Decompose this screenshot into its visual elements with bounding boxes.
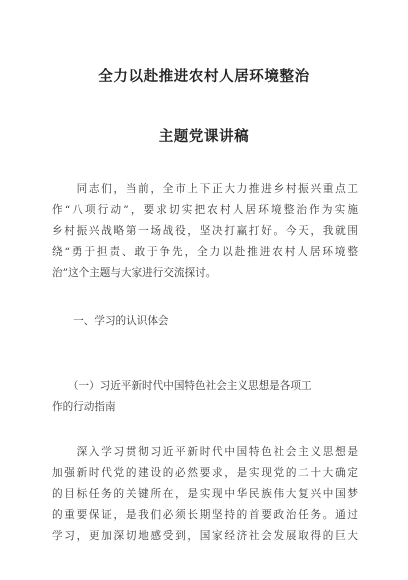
paragraph-line: 的目标任务的关键所在，是实现中华民族伟大复兴中国梦	[52, 488, 358, 500]
subsection-heading-line: （一）习近平新时代中国特色社会主义思想是各项工	[52, 380, 312, 392]
subsection-heading-line: 作的行动指南	[52, 401, 116, 413]
document-subtitle: 主题党课讲稿	[158, 128, 250, 145]
paragraph-line: 深入学习贯彻习近平新时代中国特色社会主义思想是	[52, 446, 358, 458]
intro-paragraph	[52, 179, 358, 284]
paragraph-line: 绕“勇于担责、敢于争先，全力以赴推进农村人居环境整	[52, 246, 358, 258]
section-heading	[52, 311, 358, 332]
paragraph-line: 作“八项行动”，要求切实把农村人居环境整治作为实施	[52, 204, 358, 216]
paragraph-line: 加强新时代党的建设的必然要求，是实现党的二十大确定	[52, 467, 358, 479]
paragraph-line: 的重要保证，是我们必须长期坚持的首要政治任务。通过	[52, 509, 358, 521]
section-heading-text: 一、学习的认识体会	[52, 315, 169, 327]
paragraph-line: 治”这个主题与大家进行交流探讨。	[52, 267, 217, 279]
paragraph-line: 学习，更加深切地感受到，国家经济社会发展取得的巨大	[52, 530, 358, 542]
document-title: 全力以赴推进农村人居环境整治	[98, 68, 310, 85]
subsection-heading	[52, 376, 358, 418]
paragraph-line: 乡村振兴战略第一场战役，坚决打赢打好。今天，我就围	[52, 225, 358, 237]
paragraph-line: 同志们，当前，全市上下正大力推进乡村振兴重点工	[52, 183, 358, 195]
body-paragraph	[52, 442, 358, 547]
